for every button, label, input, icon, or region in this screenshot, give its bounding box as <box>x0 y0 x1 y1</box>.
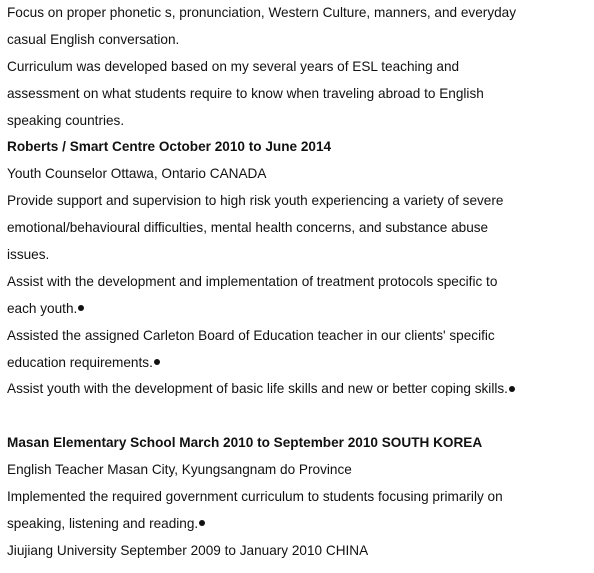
text-line <box>0 0 594 27</box>
text-line <box>0 269 594 296</box>
line-text: Provide support and supervision to high risk youth experiencing a variety of severe <box>7 193 504 209</box>
line-text: education requirements. <box>7 354 153 370</box>
line-text: assessment on what students require to know when traveling abroad to English <box>7 85 484 101</box>
line-text: English Teacher Masan City, Kyungsangnam do Province <box>7 462 352 478</box>
job-heading <box>0 430 594 457</box>
text-line <box>0 27 594 54</box>
text-line <box>0 296 594 323</box>
line-text: Jiujiang University September 2009 to January 2010 CHINA <box>7 542 369 558</box>
job-title-line <box>0 161 594 188</box>
bullet-icon <box>78 305 84 311</box>
line-text: each youth. <box>7 300 78 316</box>
line-text: Assist with the development and implementation of treatment protocols specific to <box>7 273 498 289</box>
job-heading-text: Masan Elementary School March 2010 to September 2010 SOUTH KOREA <box>7 435 483 451</box>
line-text: speaking, listening and reading. <box>7 515 199 531</box>
blank-line <box>0 403 594 430</box>
bullet-icon <box>509 386 515 392</box>
line-text: Assisted the assigned Carleton Board of Education teacher in our clients' specific <box>7 327 495 343</box>
text-line <box>0 54 594 81</box>
job-title-line <box>0 457 594 484</box>
text-line <box>0 484 594 511</box>
line-text: casual English conversation. <box>7 31 180 47</box>
bullet-icon <box>199 520 205 526</box>
text-line <box>0 511 594 538</box>
line-text: Assist youth with the development of basic life skills and new or better coping skills. <box>7 381 508 397</box>
text-line <box>0 188 594 215</box>
text-line <box>0 323 594 350</box>
line-text: speaking countries. <box>7 112 125 128</box>
text-line <box>0 108 594 135</box>
job-heading-line <box>0 538 594 565</box>
line-text: issues. <box>7 247 50 263</box>
text-line <box>0 376 594 403</box>
text-line <box>0 242 594 269</box>
job-heading-text: Roberts / Smart Centre October 2010 to June 2014 <box>7 139 332 155</box>
line-text: Curriculum was developed based on my several years of ESL teaching and <box>7 58 460 74</box>
line-text: Youth Counselor Ottawa, Ontario CANADA <box>7 166 267 182</box>
line-text: Focus on proper phonetic s, pronunciation, Western Culture, manners, and everyday <box>7 5 517 20</box>
line-text: Implemented the required government curriculum to students focusing primarily on <box>7 489 503 505</box>
text-line <box>0 215 594 242</box>
text-line <box>0 350 594 377</box>
bullet-icon <box>154 359 160 365</box>
text-line <box>0 81 594 108</box>
line-text: emotional/behavioural difficulties, mental health concerns, and substance abuse <box>7 220 489 236</box>
job-heading <box>0 134 594 161</box>
